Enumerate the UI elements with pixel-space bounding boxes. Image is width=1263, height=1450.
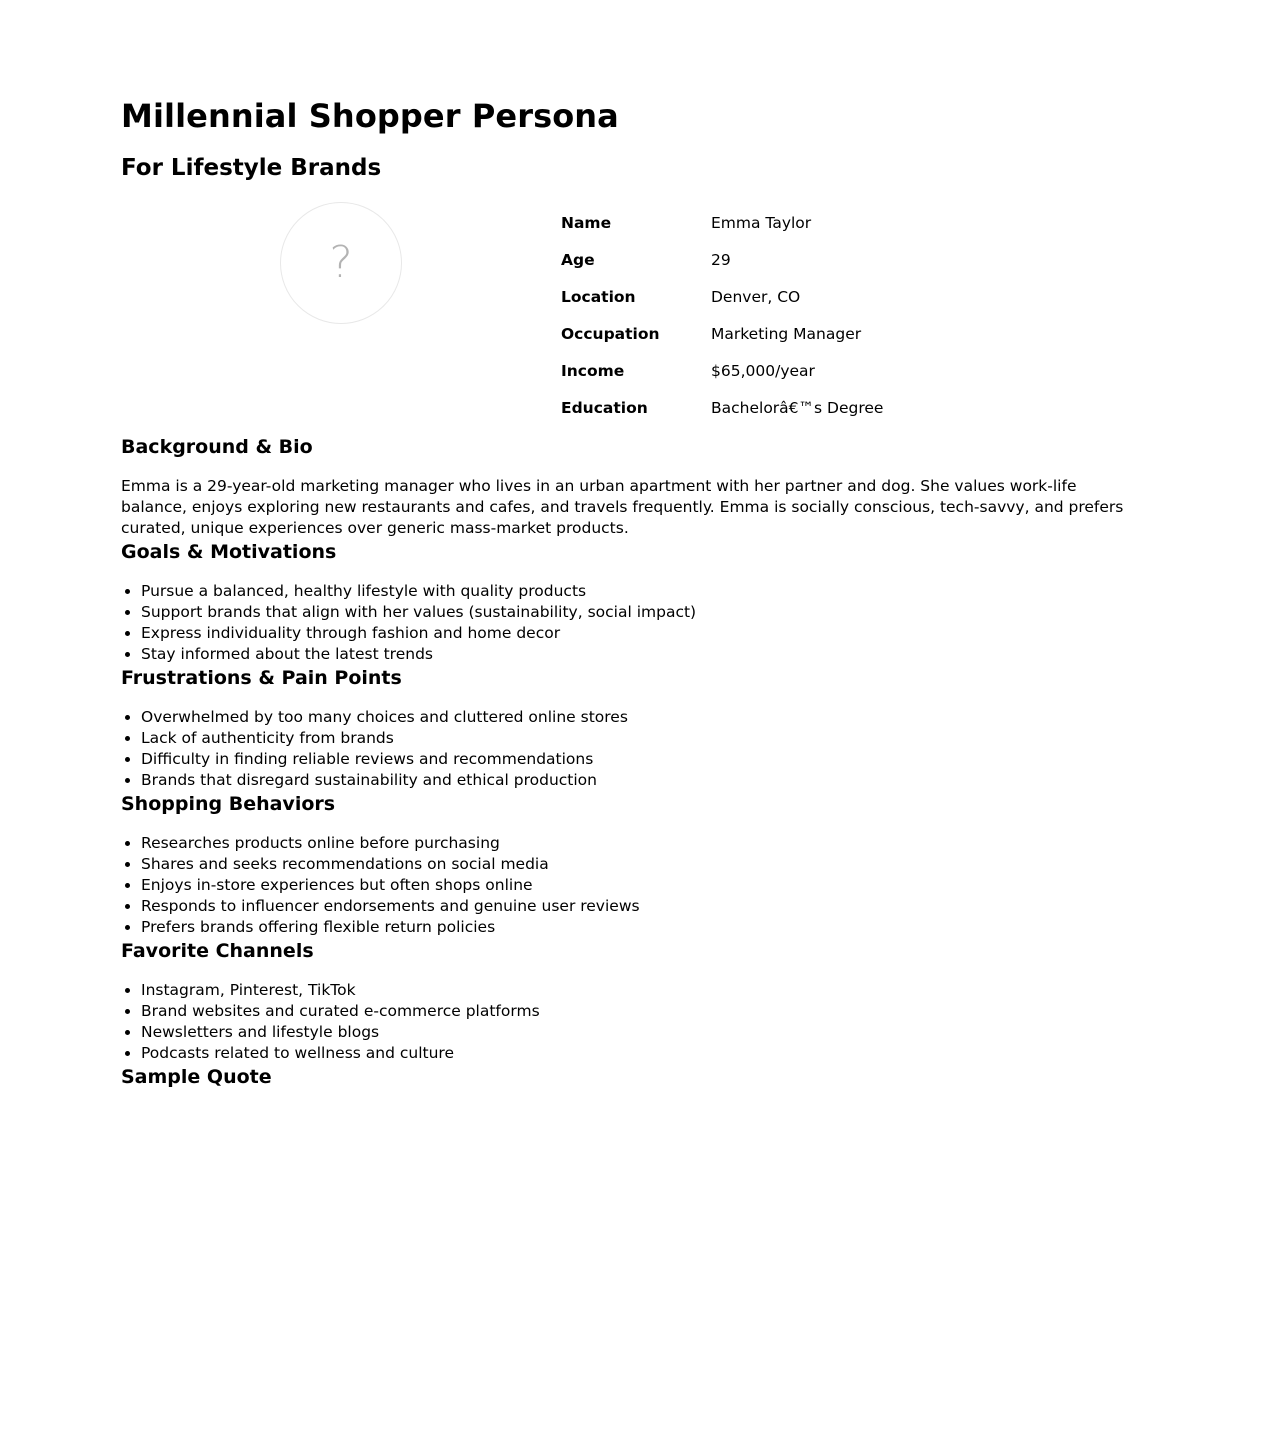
- list-item: • Newsletters and lifestyle blogs: [141, 1022, 1142, 1043]
- frustrations-list: [121, 707, 1142, 791]
- list-item: • Brand websites and curated e-commerce platforms: [141, 1001, 1142, 1022]
- section-sample-quote: [121, 1064, 1142, 1090]
- section-title: Sample Quote: [121, 1066, 272, 1088]
- list-item: • Researches products online before purchasing: [141, 833, 1142, 854]
- list-item: • Instagram, Pinterest, TikTok: [141, 980, 1142, 1001]
- profile-facts: [561, 202, 883, 434]
- list-item: • Express individuality through fashion and home decor: [141, 623, 1142, 644]
- section-frustrations-pain-points: [121, 665, 1142, 791]
- section-goals-motivations: [121, 539, 1142, 665]
- list-item: • Pursue a balanced, healthy lifestyle with quality products: [141, 581, 1142, 602]
- page-subtitle: For Lifestyle Brands: [121, 155, 382, 181]
- section-favorite-channels: [121, 938, 1142, 1064]
- fact-value: Emma Taylor: [711, 213, 812, 232]
- fact-value: 29: [711, 250, 731, 269]
- list-item: • Enjoys in-store experiences but often shops online: [141, 875, 1142, 896]
- profile-summary: [121, 202, 1142, 434]
- list-item: • Responds to influencer endorsements and genuine user reviews: [141, 896, 1142, 917]
- section-title: Background & Bio: [121, 436, 313, 458]
- section-title: Favorite Channels: [121, 940, 314, 962]
- bio-text: Emma is a 29-year-old marketing manager who lives in an urban apartment with her partner and dog. She values work-life balance, enjoys exploring new restaurants and cafes, and travels frequently. Emma is socially conscious, tech-savvy, and prefers curated, unique experiences over generic mass-market products.: [121, 477, 1124, 537]
- section-title: Shopping Behaviors: [121, 793, 336, 815]
- list-item: • Stay informed about the latest trends: [141, 644, 1142, 665]
- fact-row-education: [561, 388, 883, 425]
- fact-row-income: [561, 351, 883, 388]
- fact-label: Location: [561, 287, 636, 306]
- section-title: Goals & Motivations: [121, 541, 337, 563]
- list-item: • Difficulty in finding reliable reviews and recommendations: [141, 749, 1142, 770]
- section-shopping-behaviors: [121, 791, 1142, 938]
- list-item: • Overwhelmed by too many choices and cluttered online stores: [141, 707, 1142, 728]
- list-item: • Shares and seeks recommendations on social media: [141, 854, 1142, 875]
- fact-row-name: [561, 203, 883, 240]
- list-item: • Prefers brands offering flexible return policies: [141, 917, 1142, 938]
- list-item: • Lack of authenticity from brands: [141, 728, 1142, 749]
- fact-value: Marketing Manager: [711, 324, 862, 343]
- fact-label: Income: [561, 361, 625, 380]
- list-item: • Brands that disregard sustainability and ethical production: [141, 770, 1142, 791]
- section-background-bio: [121, 434, 1142, 539]
- avatar-placeholder: [280, 202, 402, 324]
- fact-label: Education: [561, 398, 648, 417]
- page-title: Millennial Shopper Persona: [121, 97, 619, 135]
- list-item: • Podcasts related to wellness and culture: [141, 1043, 1142, 1064]
- fact-row-occupation: [561, 314, 883, 351]
- fact-row-location: [561, 277, 883, 314]
- list-item: • Support brands that align with her values (sustainability, social impact): [141, 602, 1142, 623]
- fact-value: $65,000/year: [711, 361, 815, 380]
- avatar-column: [121, 202, 561, 434]
- section-title: Frustrations & Pain Points: [121, 667, 402, 689]
- fact-label: Name: [561, 213, 612, 232]
- fact-value: Denver, CO: [711, 287, 801, 306]
- fact-row-age: [561, 240, 883, 277]
- fact-value: Bachelorâ€™s Degree: [711, 398, 884, 417]
- goals-list: [121, 581, 1142, 665]
- channels-list: [121, 980, 1142, 1064]
- fact-label: Age: [561, 250, 595, 269]
- behaviors-list: [121, 833, 1142, 938]
- question-mark-icon: ?: [329, 237, 353, 288]
- fact-label: Occupation: [561, 324, 660, 343]
